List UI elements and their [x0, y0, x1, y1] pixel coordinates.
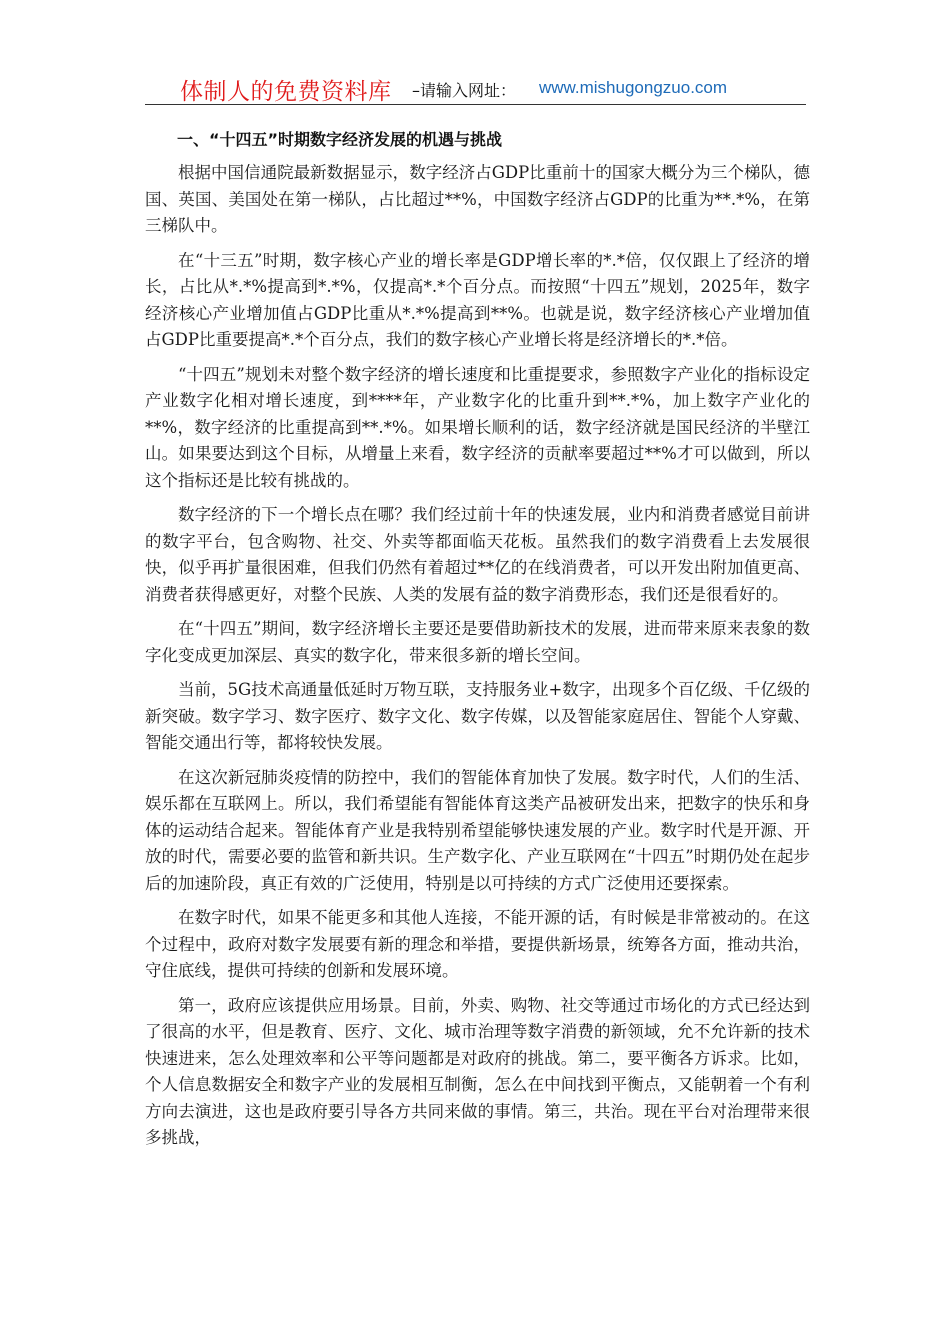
- article-body: [145, 126, 810, 1160]
- header-url-link[interactable]: www.mishugongzuo.com: [539, 78, 728, 97]
- section-heading: 一、“十四五”时期数字经济发展的机遇与挑战: [177, 130, 503, 149]
- paragraph-4: 数字经济的下一个增长点在哪？我们经过前十年的快速发展，业内和消费者感觉目前讲的数字平台，包含购物、社交、外卖等都面临天花板。虽然我们的数字消费看上去发展很快，似乎再扩量很困难，但我们仍然有着超过**亿的在线消费者，可以开发出附加值更高、消费者获得感更好，对整个民族、人类的发展有益的数字消费形态，我们还是很看好的。: [145, 505, 810, 604]
- paragraph-2: 在“十三五”时期，数字核心产业的增长率是GDP增长率的*.*倍，仅仅跟上了经济的增长，占比从*.*%提高到*.*%，仅提高*.*个百分点。而按照“十四五”规划，2025年，数字经济核心产业增加值占GDP比重从*.*%提高到**%。也就是说，数字经济核心产业增加值占GDP比重要提高*.*个百分点，我们的数字核心产业增长将是经济增长的*.*倍。: [145, 250, 810, 349]
- page-header: [145, 70, 806, 105]
- paragraph-9: 第一，政府应该提供应用场景。目前，外卖、购物、社交等通过市场化的方式已经达到了很高的水平，但是教育、医疗、文化、城市治理等数字消费的新领域，允不允许新的技术快速进来，怎么处理效率和公平等问题都是对政府的挑战。第二，要平衡各方诉求。比如，个人信息数据安全和数字产业的发展相互制衡，怎么在中间找到平衡点，又能朝着一个有利方向去演进，这也是政府要引导各方共同来做的事情。第三，共治。现在平台对治理带来很多挑战，: [145, 995, 810, 1147]
- paragraph-8: 在数字时代，如果不能更多和其他人连接，不能开源的话，有时候是非常被动的。在这个过程中，政府对数字发展要有新的理念和举措，要提供新场景，统筹各方面，推动共治，守住底线，提供可持续的创新和发展环境。: [145, 908, 810, 980]
- paragraph-1: 根据中国信通院最新数据显示，数字经济占GDP比重前十的国家大概分为三个梯队，德国、英国、美国处在第一梯队，占比超过**%，中国数字经济占GDP的比重为**.*%，在第三梯队中。: [145, 163, 810, 235]
- header-brand-text: 体制人的免费资料库: [180, 79, 392, 105]
- paragraph-3: “十四五”规划未对整个数字经济的增长速度和比重提要求，参照数字产业化的指标设定产业数字化相对增长速度，到****年，产业数字化的比重升到**.*%，加上数字产业化的**%，数字经济的比重提高到**.*%。如果增长顺利的话，数字经济就是国民经济的半壁江山。如果要达到这个目标，从增量上来看，数字经济的贡献率要超过**%才可以做到，所以这个指标还是比较有挑战的。: [145, 364, 810, 490]
- paragraph-5: 在“十四五”期间，数字经济增长主要还是要借助新技术的发展，进而带来原来表象的数字化变成更加深层、真实的数字化，带来很多新的增长空间。: [145, 619, 810, 665]
- paragraph-7: 在这次新冠肺炎疫情的防控中，我们的智能体育加快了发展。数字时代，人们的生活、娱乐都在互联网上。所以，我们希望能有智能体育这类产品被研发出来，把数字的快乐和身体的运动结合起来。智能体育产业是我特别希望能够快速发展的产业。数字时代是开源、开放的时代，需要必要的监管和新共识。生产数字化、产业互联网在“十四五”时期仍处在起步后的加速阶段，真正有效的广泛使用，特别是以可持续的方式广泛使用还要探索。: [145, 767, 810, 893]
- paragraph-6: 当前，5G技术高通量低延时万物互联，支持服务业+数字，出现多个百亿级、千亿级的新突破。数字学习、数字医疗、数字文化、数字传媒，以及智能家庭居住、智能个人穿戴、智能交通出行等，都将较快发展。: [145, 680, 810, 752]
- header-prompt-text: –请输入网址：: [412, 81, 517, 100]
